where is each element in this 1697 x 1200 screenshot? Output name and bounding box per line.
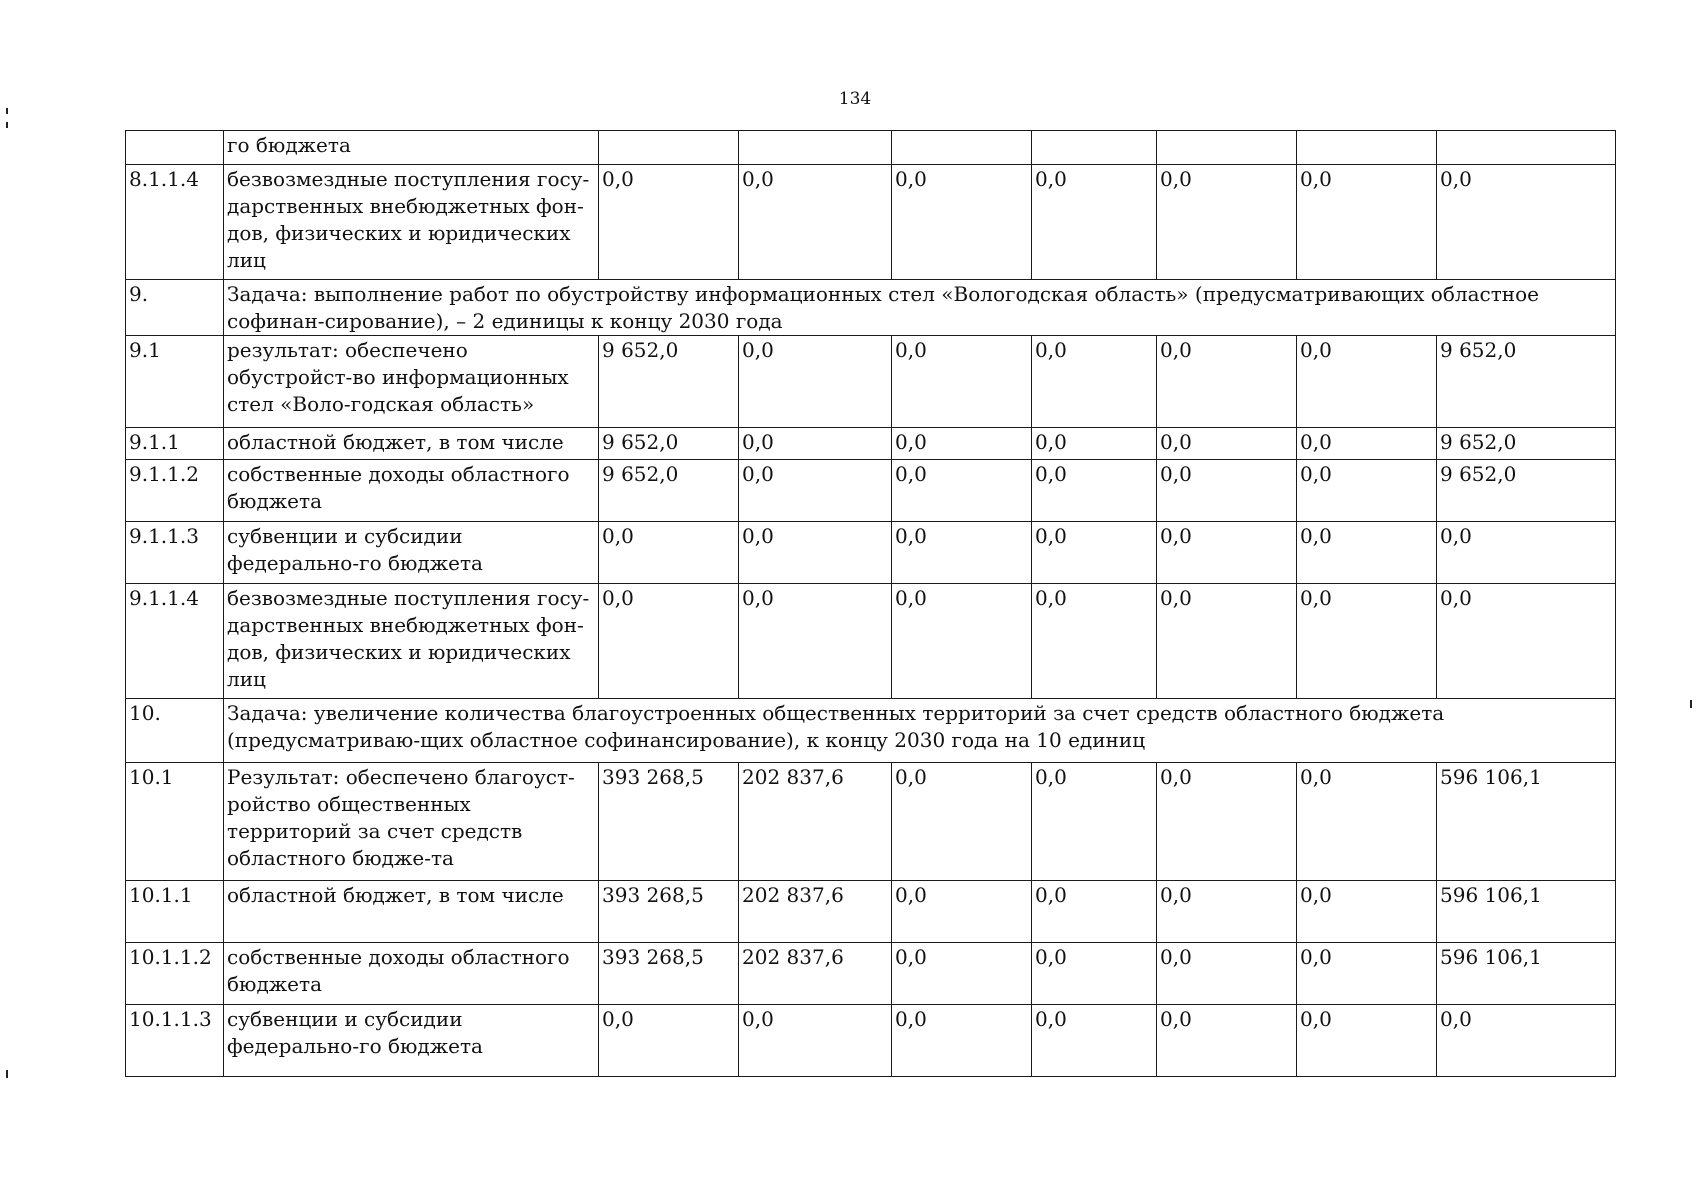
task-description: Задача: выполнение работ по обустройству информационных стел «Вологодская область» (предусматривающих областное софинан-сирование), – 2 единицы к концу 2030 года xyxy=(224,280,1616,336)
value-cell: 9 652,0 xyxy=(1437,428,1616,460)
value-cell xyxy=(1157,131,1297,165)
value-cell: 0,0 xyxy=(1032,1005,1157,1077)
table-row xyxy=(126,428,1616,460)
value-cell: 0,0 xyxy=(1297,165,1437,280)
row-code: 9.1.1.3 xyxy=(126,522,224,584)
value-cell: 0,0 xyxy=(599,165,739,280)
row-name: результат: обеспечено обустройст-во информационных стел «Воло-годская область» xyxy=(224,336,599,428)
table-row xyxy=(126,522,1616,584)
value-cell: 0,0 xyxy=(739,165,892,280)
row-code: 10.1.1.2 xyxy=(126,943,224,1005)
value-cell: 0,0 xyxy=(892,584,1032,699)
value-cell: 0,0 xyxy=(1032,522,1157,584)
value-cell: 0,0 xyxy=(1297,522,1437,584)
value-cell: 0,0 xyxy=(1437,584,1616,699)
value-cell: 0,0 xyxy=(1157,460,1297,522)
value-cell: 0,0 xyxy=(739,584,892,699)
value-cell: 202 837,6 xyxy=(739,943,892,1005)
value-cell: 0,0 xyxy=(599,584,739,699)
table-body xyxy=(126,131,1616,1077)
value-cell: 0,0 xyxy=(739,336,892,428)
value-cell: 0,0 xyxy=(739,1005,892,1077)
value-cell: 0,0 xyxy=(1157,428,1297,460)
table-row xyxy=(126,699,1616,763)
value-cell xyxy=(1297,131,1437,165)
table-row xyxy=(126,131,1616,165)
value-cell: 596 106,1 xyxy=(1437,763,1616,881)
value-cell: 202 837,6 xyxy=(739,881,892,943)
value-cell: 0,0 xyxy=(1297,584,1437,699)
row-name: субвенции и субсидии федерально-го бюджета xyxy=(224,1005,599,1077)
row-name: субвенции и субсидии федерально-го бюджета xyxy=(224,522,599,584)
value-cell xyxy=(1032,131,1157,165)
value-cell: 0,0 xyxy=(599,1005,739,1077)
row-name: безвозмездные поступления госу-дарственных внебюджетных фон-дов, физических и юридических лиц xyxy=(224,165,599,280)
row-name: областной бюджет, в том числе xyxy=(224,881,599,943)
table-row xyxy=(126,763,1616,881)
value-cell: 596 106,1 xyxy=(1437,943,1616,1005)
value-cell: 9 652,0 xyxy=(599,428,739,460)
row-name: собственные доходы областного бюджета xyxy=(224,460,599,522)
table-row xyxy=(126,165,1616,280)
value-cell: 0,0 xyxy=(1032,165,1157,280)
row-name: безвозмездные поступления госу-дарственных внебюджетных фон-дов, физических и юридических лиц xyxy=(224,584,599,699)
value-cell: 0,0 xyxy=(1297,1005,1437,1077)
scan-mark xyxy=(6,1070,8,1078)
value-cell: 0,0 xyxy=(892,428,1032,460)
value-cell: 0,0 xyxy=(1032,881,1157,943)
value-cell: 0,0 xyxy=(739,522,892,584)
value-cell: 0,0 xyxy=(1157,763,1297,881)
value-cell: 0,0 xyxy=(739,460,892,522)
scan-mark xyxy=(6,108,8,114)
row-code: 10.1.1.3 xyxy=(126,1005,224,1077)
value-cell: 0,0 xyxy=(1437,522,1616,584)
scan-mark xyxy=(1690,700,1692,708)
row-name: Результат: обеспечено благоуст-ройство общественных территорий за счет средств областного бюдже-та xyxy=(224,763,599,881)
row-code: 9. xyxy=(126,280,224,336)
row-code: 9.1.1.4 xyxy=(126,584,224,699)
value-cell xyxy=(599,131,739,165)
value-cell: 0,0 xyxy=(1032,584,1157,699)
value-cell xyxy=(1437,131,1616,165)
value-cell: 0,0 xyxy=(1297,943,1437,1005)
value-cell: 9 652,0 xyxy=(599,336,739,428)
budget-table xyxy=(125,130,1616,1077)
value-cell: 202 837,6 xyxy=(739,763,892,881)
value-cell: 0,0 xyxy=(892,336,1032,428)
value-cell: 0,0 xyxy=(1297,336,1437,428)
value-cell: 0,0 xyxy=(892,522,1032,584)
table-row xyxy=(126,584,1616,699)
value-cell: 0,0 xyxy=(1297,428,1437,460)
row-name: областной бюджет, в том числе xyxy=(224,428,599,460)
value-cell: 0,0 xyxy=(892,763,1032,881)
table-row xyxy=(126,943,1616,1005)
value-cell: 596 106,1 xyxy=(1437,881,1616,943)
table-row xyxy=(126,280,1616,336)
value-cell xyxy=(892,131,1032,165)
value-cell: 9 652,0 xyxy=(599,460,739,522)
value-cell: 0,0 xyxy=(892,881,1032,943)
row-code: 10. xyxy=(126,699,224,763)
value-cell: 0,0 xyxy=(1437,1005,1616,1077)
value-cell: 0,0 xyxy=(1297,881,1437,943)
value-cell: 0,0 xyxy=(1032,460,1157,522)
row-name: го бюджета xyxy=(224,131,599,165)
value-cell: 0,0 xyxy=(1297,460,1437,522)
row-code: 9.1.1 xyxy=(126,428,224,460)
value-cell: 0,0 xyxy=(739,428,892,460)
row-name: собственные доходы областного бюджета xyxy=(224,943,599,1005)
value-cell: 0,0 xyxy=(892,460,1032,522)
value-cell: 0,0 xyxy=(1297,763,1437,881)
value-cell: 0,0 xyxy=(1157,1005,1297,1077)
value-cell xyxy=(739,131,892,165)
row-code: 10.1 xyxy=(126,763,224,881)
table-row xyxy=(126,460,1616,522)
table-row xyxy=(126,336,1616,428)
value-cell: 0,0 xyxy=(1032,428,1157,460)
row-code: 9.1.1.2 xyxy=(126,460,224,522)
value-cell: 0,0 xyxy=(1157,336,1297,428)
value-cell: 9 652,0 xyxy=(1437,336,1616,428)
table-row xyxy=(126,881,1616,943)
value-cell: 0,0 xyxy=(1157,584,1297,699)
value-cell: 0,0 xyxy=(1157,165,1297,280)
value-cell: 393 268,5 xyxy=(599,763,739,881)
value-cell: 0,0 xyxy=(1157,522,1297,584)
value-cell: 9 652,0 xyxy=(1437,460,1616,522)
scan-mark xyxy=(6,122,8,128)
value-cell: 0,0 xyxy=(1032,336,1157,428)
value-cell: 0,0 xyxy=(1032,763,1157,881)
value-cell: 0,0 xyxy=(1437,165,1616,280)
value-cell: 393 268,5 xyxy=(599,881,739,943)
value-cell: 0,0 xyxy=(1032,943,1157,1005)
row-code: 9.1 xyxy=(126,336,224,428)
value-cell: 0,0 xyxy=(599,522,739,584)
value-cell: 0,0 xyxy=(892,1005,1032,1077)
row-code xyxy=(126,131,224,165)
task-description: Задача: увеличение количества благоустроенных общественных территорий за счет средств областного бюджета (предусматриваю-щих областное софинансирование), к концу 2030 года на 10 единиц xyxy=(224,699,1616,763)
value-cell: 0,0 xyxy=(892,943,1032,1005)
row-code: 8.1.1.4 xyxy=(126,165,224,280)
value-cell: 0,0 xyxy=(1157,881,1297,943)
row-code: 10.1.1 xyxy=(126,881,224,943)
value-cell: 0,0 xyxy=(892,165,1032,280)
value-cell: 393 268,5 xyxy=(599,943,739,1005)
page-number: 134 xyxy=(838,89,872,109)
value-cell: 0,0 xyxy=(1157,943,1297,1005)
table-row xyxy=(126,1005,1616,1077)
budget-table-wrapper xyxy=(125,130,1616,1077)
